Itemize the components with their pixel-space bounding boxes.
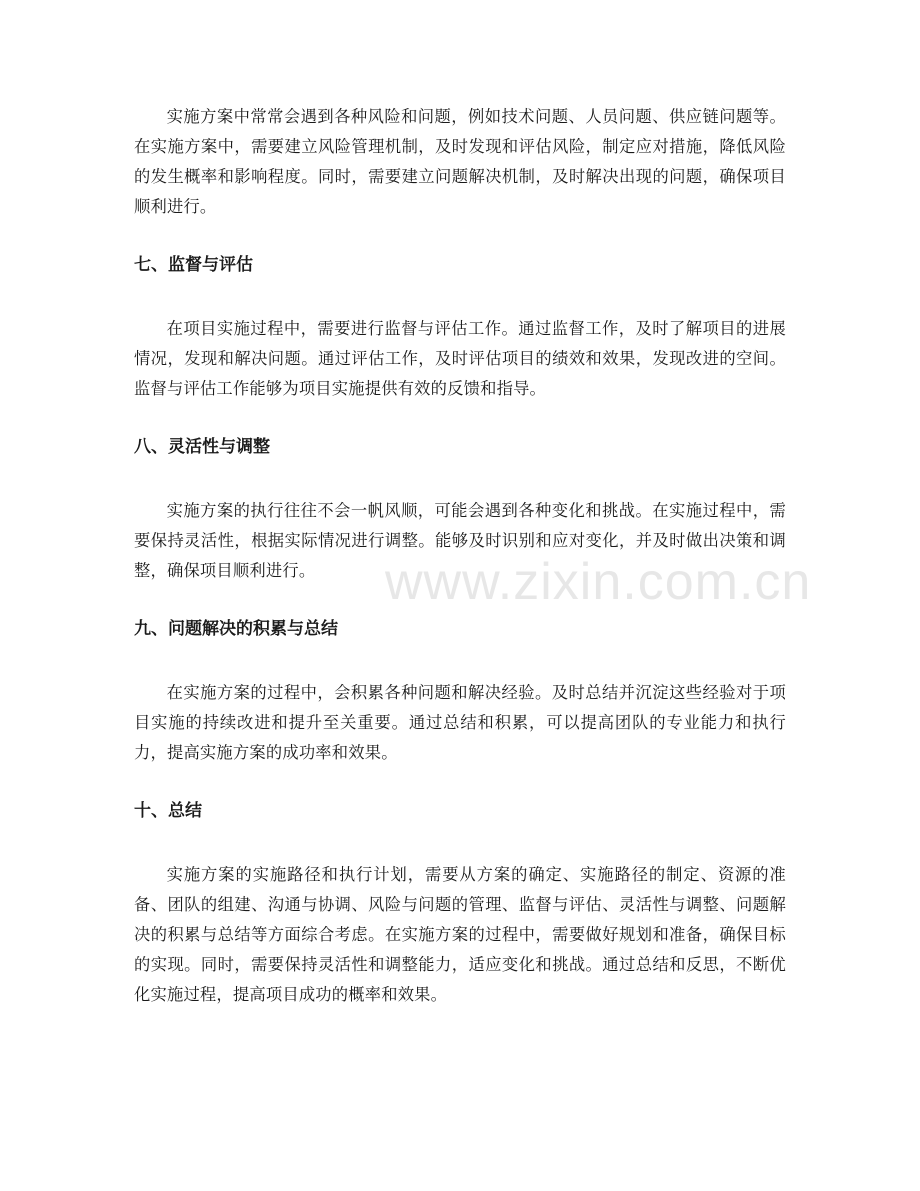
heading-problem-solving-summary: 九、问题解决的积累与总结	[134, 619, 338, 639]
paragraph-supervision-evaluation: 在项目实施过程中，需要进行监督与评估工作。通过监督工作，及时了解项目的进展情况，发现和解决问题。通过评估工作，及时评估项目的绩效和效果，发现改进的空间。监督与评估工作能够为项目实施提供有效的反馈和指导。	[134, 319, 786, 398]
heading-flexibility-adjustment: 八、灵活性与调整	[134, 437, 270, 457]
heading-conclusion: 十、总结	[134, 801, 202, 821]
paragraph-conclusion: 实施方案的实施路径和执行计划，需要从方案的确定、实施路径的制定、资源的准备、团队的组建、沟通与协调、风险与问题的管理、监督与评估、灵活性与调整、问题解决的积累与总结等方面综合考虑。在实施方案的过程中，需要做好规划和准备，确保目标的实现。同时，需要保持灵活性和调整能力，适应变化和挑战。通过总结和反思，不断优化实施过程，提高项目成功的概率和效果。	[134, 865, 786, 1004]
watermark-text: www.zixin.com.cn	[385, 553, 812, 611]
spacer	[134, 768, 786, 796]
paragraph-risk-management: 实施方案中常常会遇到各种风险和问题，例如技术问题、人员问题、供应链问题等。在实施方案中，需要建立风险管理机制，及时发现和评估风险，制定应对措施，降低风险的发生概率和影响程度。同时，需要建立问题解决机制，及时解决出现的问题，确保项目顺利进行。	[134, 107, 786, 216]
spacer	[134, 462, 786, 496]
spacer	[134, 222, 786, 250]
heading-supervision-evaluation: 七、监督与评估	[134, 255, 253, 275]
paragraph-flexibility-adjustment: 实施方案的执行往往不会一帆风顺，可能会遇到各种变化和挑战。在实施过程中，需要保持灵活性，根据实际情况进行调整。能够及时识别和应对变化，并及时做出决策和调整，确保项目顺利进行。	[134, 501, 786, 580]
document-body	[134, 102, 786, 1010]
spacer	[134, 644, 786, 678]
spacer	[134, 826, 786, 860]
spacer	[134, 404, 786, 432]
paragraph-problem-solving-summary: 在实施方案的过程中，会积累各种问题和解决经验。及时总结并沉淀这些经验对于项目实施的持续改进和提升至关重要。通过总结和积累，可以提高团队的专业能力和执行力，提高实施方案的成功率和效果。	[134, 683, 786, 762]
spacer	[134, 280, 786, 314]
spacer	[134, 586, 786, 614]
